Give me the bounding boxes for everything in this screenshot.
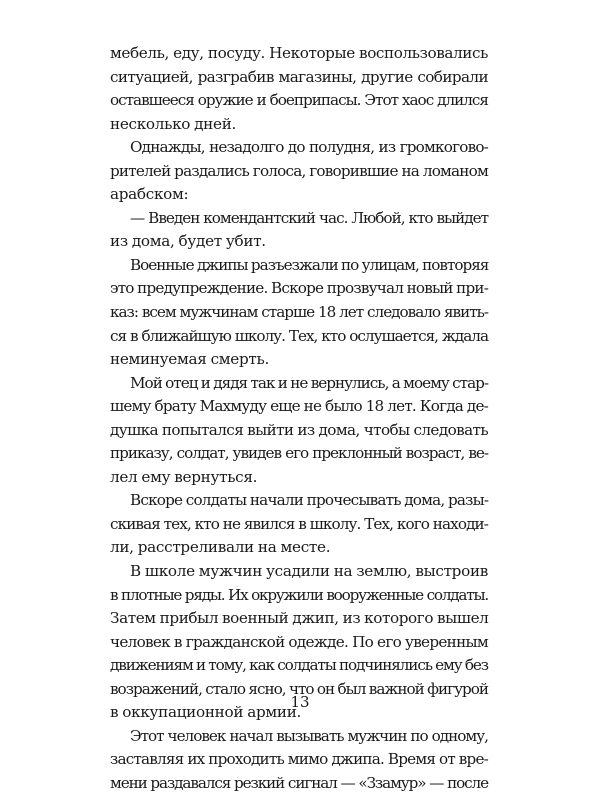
- text-line: — Введен комендантский час. Любой, кто выйдет: [130, 208, 488, 227]
- text-line: это предупреждение. Вскоре прозвучал новый при-: [110, 279, 489, 298]
- text-line: арабском:: [110, 185, 189, 204]
- text-line: душка попытался выйти из дома, чтобы следовать: [110, 420, 488, 439]
- text-line: оставшееся оружие и боеприпасы. Этот хаос длился: [110, 91, 488, 110]
- body-text: [110, 42, 488, 796]
- text-line: ся в ближайшую школу. Тех, кто ослушается, ждала: [110, 326, 488, 345]
- text-line: мебель, еду, посуду. Некоторые воспользовались: [110, 44, 488, 62]
- text-line: Вскоре солдаты начали прочесывать дома, разы-: [130, 491, 489, 510]
- text-line: лел ему вернуться.: [110, 467, 258, 486]
- text-line: мени раздавался резкий сигнал — «Ззамур» — после: [110, 773, 488, 792]
- text-line: в плотные ряды. Их окружили вооруженные солдаты.: [110, 585, 488, 604]
- text-line: ситуацией, разграбив магазины, другие собирали: [110, 67, 488, 86]
- text-line: человек в гражданской одежде. По его уверенным: [110, 632, 488, 651]
- paragraph: [110, 207, 488, 254]
- text-line: каз: всем мужчинам старше 18 лет следовало явить-: [110, 303, 488, 322]
- text-line: движениям и тому, как солдаты подчинялись ему без: [110, 656, 488, 675]
- page-number: 13: [290, 693, 310, 711]
- paragraph: [110, 725, 488, 796]
- text-line: рителей раздались голоса, говорившие на ломаном: [110, 161, 488, 180]
- text-line: Однажды, незадолго до полудня, из громкогово-: [130, 138, 488, 157]
- text-line: Этот человек начал вызывать мужчин по одному,: [130, 726, 488, 745]
- text-line: Мой отец и дядя так и не вернулись, а моему стар-: [130, 373, 488, 392]
- paragraph: [110, 489, 488, 560]
- paragraph: [110, 42, 488, 136]
- text-line: в оккупационной армии.: [110, 703, 302, 722]
- text-line: В школе мужчин усадили на землю, выстроив: [130, 562, 489, 581]
- text-line: Затем прибыл военный джип, из которого вышел: [110, 609, 489, 628]
- text-line: неминуемая смерть.: [110, 350, 269, 369]
- paragraph: [110, 372, 488, 490]
- paragraph: [110, 136, 488, 207]
- paragraph: [110, 254, 488, 372]
- text-line: возражений, стало ясно, что он был важной фигурой: [110, 679, 488, 698]
- text-line: шему брату Махмуду еще не было 18 лет. Когда де-: [110, 397, 488, 416]
- text-line: Военные джипы разъезжали по улицам, повторяя: [130, 255, 489, 274]
- text-line: скивая тех, кто не явился в школу. Тех, кого находи-: [110, 514, 488, 533]
- text-line: заставляя их проходить мимо джипа. Время от вре-: [110, 750, 488, 769]
- text-line: ли, расстреливали на месте.: [110, 538, 331, 557]
- text-line: приказу, солдат, увидев его преклонный возраст, ве-: [110, 444, 488, 463]
- text-line: несколько дней.: [110, 114, 237, 133]
- text-line: из дома, будет убит.: [110, 232, 266, 251]
